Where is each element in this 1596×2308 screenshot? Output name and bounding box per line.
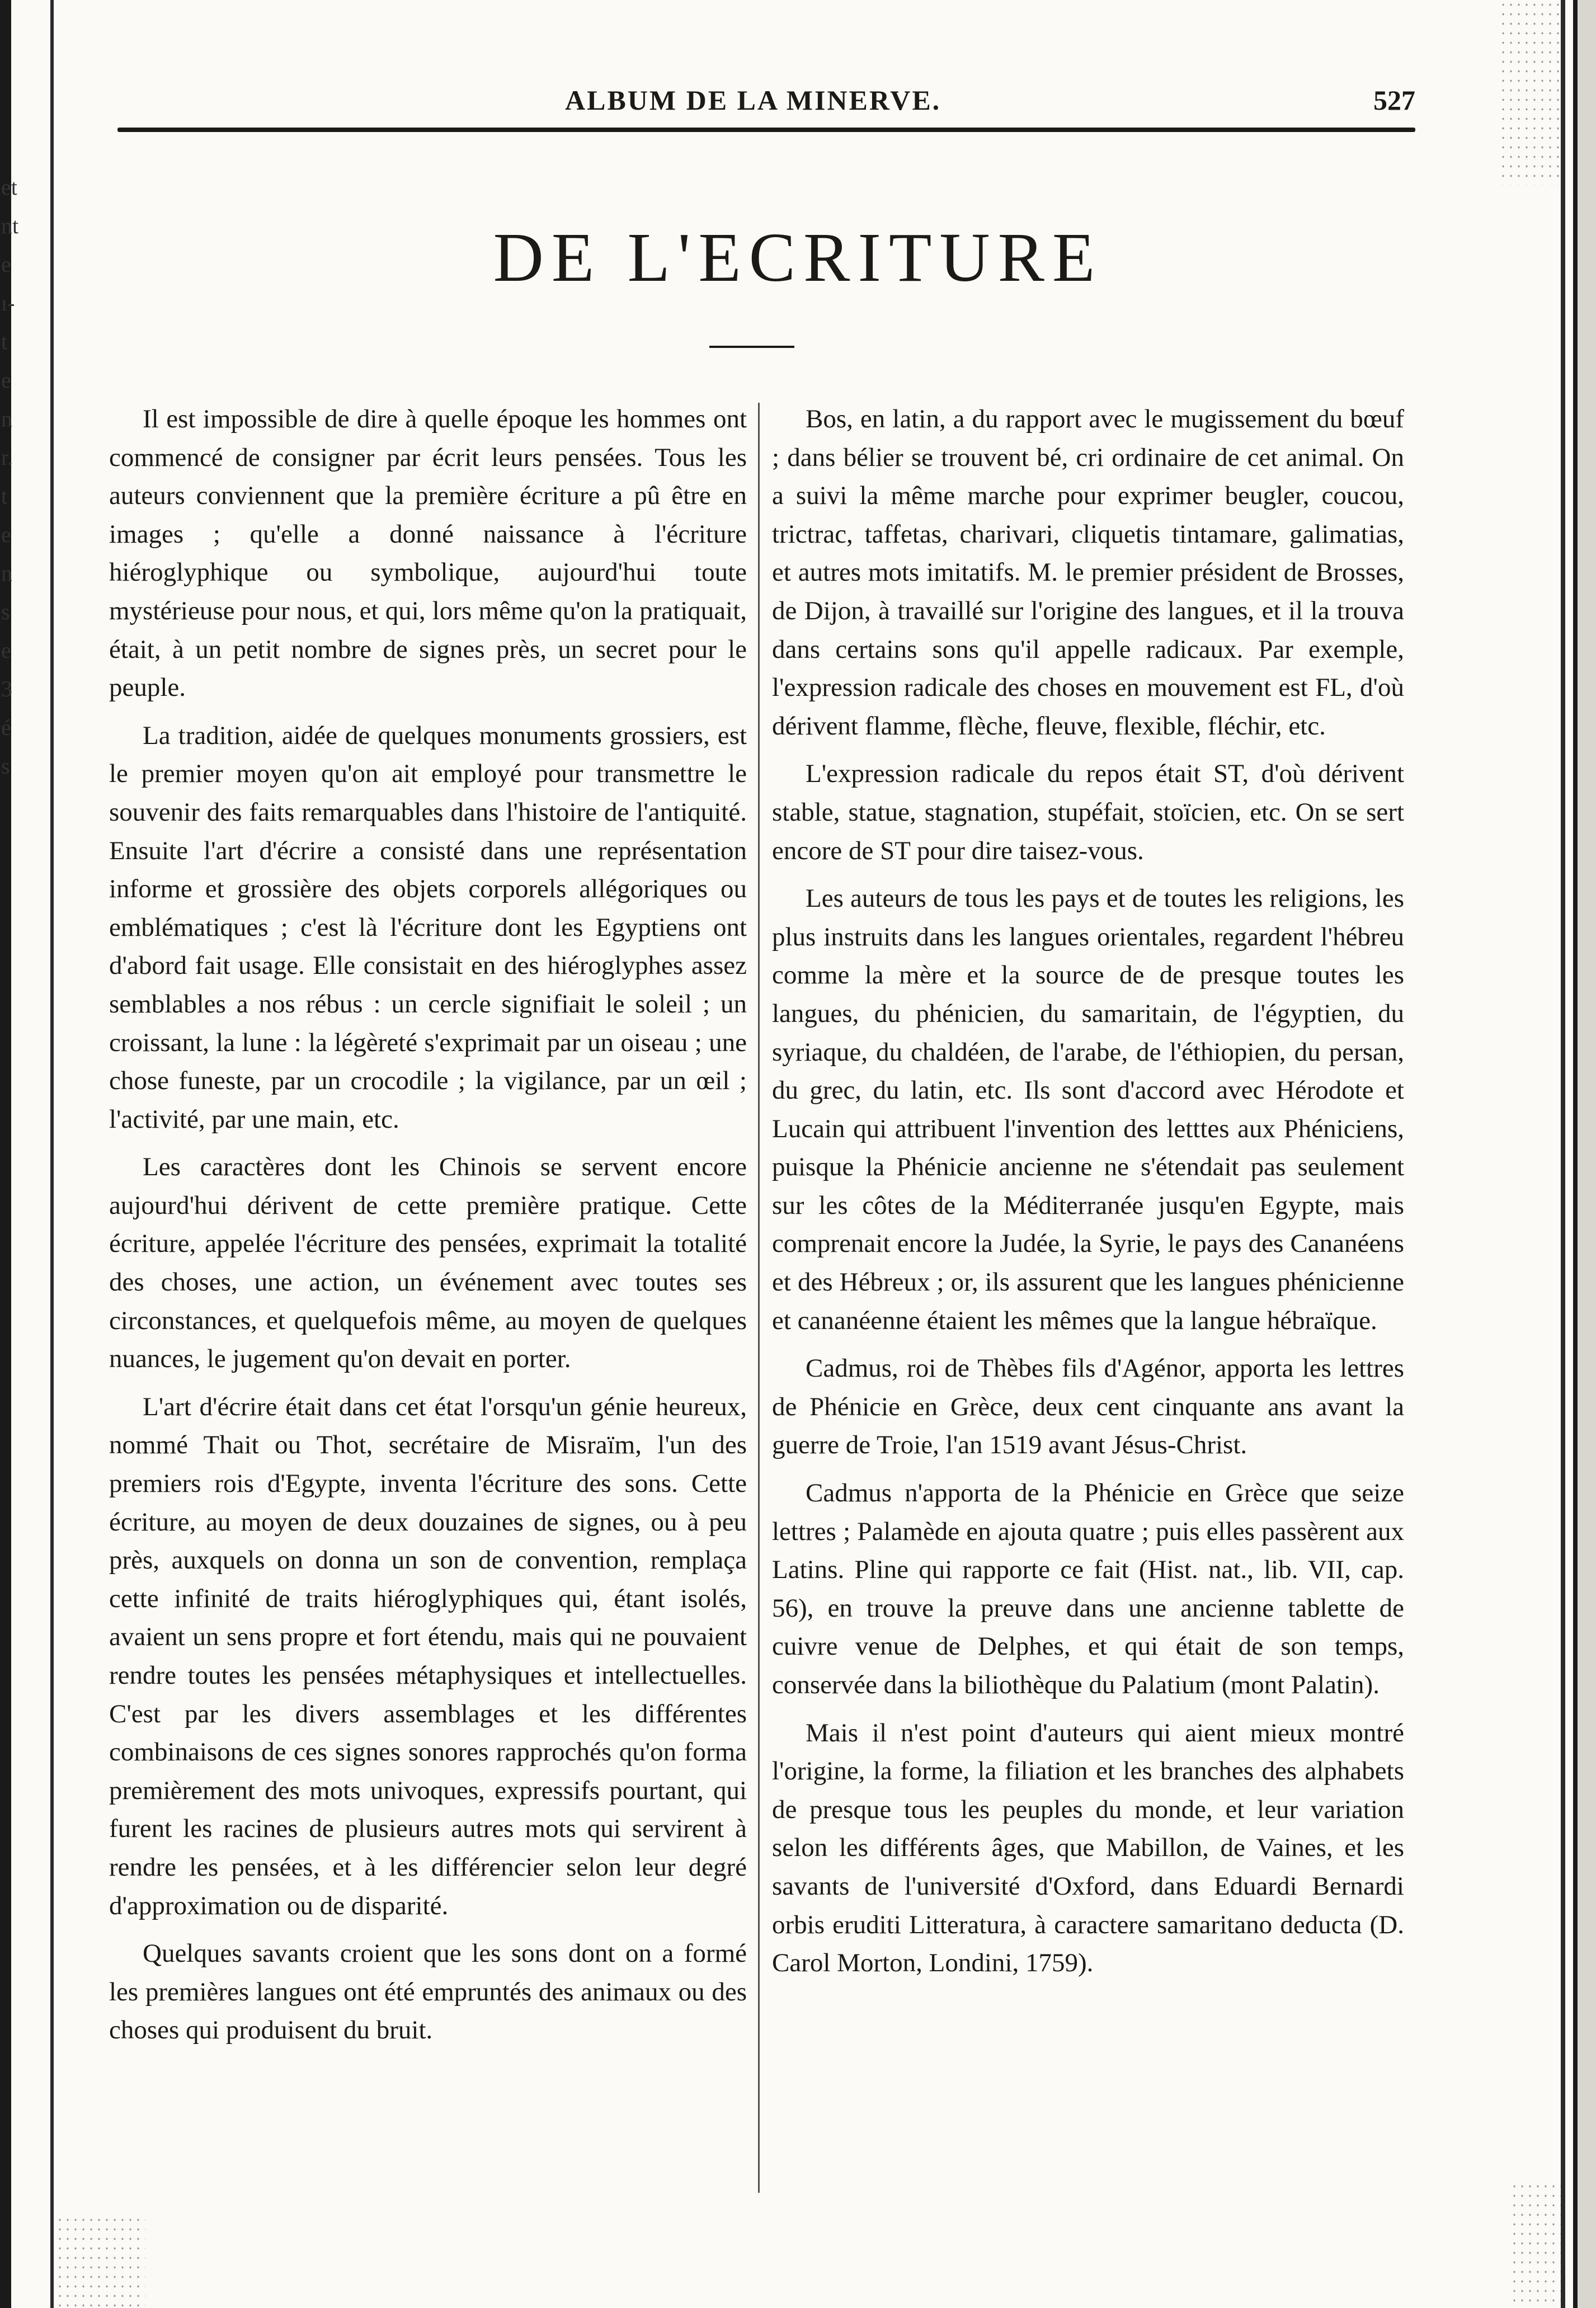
margin-fragment: n xyxy=(1,406,12,431)
margin-fragment: e xyxy=(1,638,11,663)
paragraph: L'expression radicale du repos était ST, d'où dérivent stable, statue, stagnation, stupéfait, stoïcien, etc. On se sert encore de ST pour dire taisez-vous. xyxy=(772,759,1404,865)
margin-fragment: t xyxy=(1,329,8,354)
margin-fragment: nt xyxy=(1,213,19,238)
speckle-noise-bottom-left xyxy=(56,2215,145,2308)
paragraph: La tradition, aidée de quelques monuments grossiers, est le premier moyen qu'on ait employé pour transmettre le souvenir des faits remarquables dans l'histoire de l'antiquité. Ensuite l'art d'écrire a consisté dans une représentation informe et grossière des objets corporels allégoriques ou emblématiques ; c'est là l'écriture dont les Egyptiens ont d'abord fait usage. Elle consistait en des hiéroglyphes assez semblables a nos rébus : un cercle signifiait le soleil ; un croissant, la lune : la légèreté s'exprimait par un oiseau ; une chose funeste, par un crocodile ; la vigilance, par un œil ; l'activité, par une main, etc. xyxy=(109,720,747,1134)
header-rule xyxy=(117,128,1415,132)
column-rule xyxy=(758,403,760,2193)
margin-fragment: 3 xyxy=(1,676,12,701)
paragraph: Les auteurs de tous les pays et de toutes les religions, les plus instruits dans les langues orientales, regardent l'hébreu comme la mère et la source de de presque toutes les langues, du phénicien, du samaritain, de l'égyptien, du syriaque, du chaldéen, de l'arabe, de l'éthiopien, du persan, du grec, du latin, etc. Ils sont d'accord avec Hérodote et Lucain qui attribuent l'invention des letttes aux Phéniciens, puisque la Phénicie ancienne ne s'étendait pas seulement sur les côtes de la Méditerranée jusqu'en Egypte, mais comprenait encore la Judée, la Syrie, le pays des Cananéens et des Hébreux ; or, ils assurent que les langues phénicienne et cananéenne étaient les mêmes que la langue hébraïque. xyxy=(772,884,1404,1335)
paragraph: Mais il n'est point d'auteurs qui aient mieux montré l'origine, la forme, la filiation et les branches des alphabets de presque tous les peuples du monde, et leur variation selon les différents âges, que Mabillon, de Vaines, et les savants de l'université d'Oxford, dans Eduardi Bernardi orbis eruditi Litteratura, à caractere samaritano deducta (D. Carol Morton, Londini, 1759). xyxy=(772,1718,1404,1978)
right-page-edge xyxy=(1561,0,1596,2308)
paragraph: L'art d'écrire était dans cet état l'orsqu'un génie heureux, nommé Thait ou Thot, secrétaire de Misraïm, l'un des premiers rois d'Egypte, inventa l'écriture des sons. Cette écriture, au moyen de deux douzaines de signes, ou à peu près, auxquels on donna un son de convention, remplaça cette infinité de traits hiéroglyphiques qui, étant isolés, avaient un sens propre et fort étendu, mais qui ne pouvaient rendre toutes les pensées métaphysiques et intellectuelles. C'est par les divers assemblages et les différentes combinaisons de ces signes sonores rapprochés qu'on forma premièrement des mots univoques, expressifs pourtant, qui furent les racines de plusieurs autres mots qui servirent à rendre les pensées, et à les différencier selon leur degré d'approximation ou de disparité. xyxy=(109,1392,747,1920)
speckle-noise-bottom-right xyxy=(1510,2182,1561,2308)
paragraph: Cadmus, roi de Thèbes fils d'Agénor, apporta les lettres de Phénicie en Grèce, deux cent cinquante ans avant la guerre de Troie, l'an 1519 avant Jésus-Christ. xyxy=(772,1354,1404,1460)
article-title: DE L'ECRITURE xyxy=(493,219,1103,296)
margin-fragment: r. xyxy=(1,445,13,470)
speckle-noise-top-right xyxy=(1499,0,1561,185)
left-column xyxy=(109,400,747,2059)
running-head xyxy=(117,84,1415,123)
margin-fragment: é xyxy=(1,715,11,740)
page-number: 527 xyxy=(1373,84,1415,116)
left-binding-line xyxy=(50,0,54,2308)
margin-fragment: e xyxy=(1,522,11,547)
paragraph: Les caractères dont les Chinois se servent encore aujourd'hui dérivent de cette première pratique. Cette écriture, appelée l'écriture des pensées, exprimait la totalité des choses, une action, un événement avec toutes ses circonstances, et quelquefois même, au moyen de quelques nuances, le jugement qu'on devait en porter. xyxy=(109,1152,747,1374)
margin-fragment: t xyxy=(1,483,8,508)
margin-fragment: n xyxy=(1,560,12,586)
running-title: ALBUM DE LA MINERVE. xyxy=(565,84,941,116)
margin-fragment: ı- xyxy=(1,290,15,315)
title-rule xyxy=(709,346,794,348)
paragraph: Bos, en latin, a du rapport avec le mugissement du bœuf ; dans bélier se trouvent bé, cri ordinaire de cet animal. On a suivi la même marche pour exprimer beugler, coucou, trictrac, taffetas, charivari, cliquetis tintamare, galimatias, et autres mots imitatifs. M. le premier président de Brosses, de Dijon, à travaillé sur l'origine des langues, et il la trouva dans certains sons qu'il appelle radicaux. Par exemple, l'expression radicale des choses en mouvement est FL, d'où dérivent flamme, flèche, fleuve, flexible, fléchir, etc. xyxy=(772,404,1404,741)
paragraph: Il est impossible de dire à quelle époque les hommes ont commencé de consigner par écrit leurs pensées. Tous les auteurs conviennent que la première écriture a pû être en images ; qu'elle a donné naissance à l'écriture hiéroglyphique ou symbolique, aujourd'hui toute mystérieuse pour nous, et qui, lors même qu'on la pratiquait, était, à un petit nombre de signes près, un secret pour le peuple. xyxy=(109,404,747,703)
paragraph: Cadmus n'apporta de la Phénicie en Grèce que seize lettres ; Palamède en ajouta quatre ; puis elles passèrent aux Latins. Pline qui rapporte ce fait (Hist. nat., lib. VII, cap. 56), en trouve la preuve dans une ancienne tablette de cuivre venue de Delphes, et qui était de son temps, conservée dans la biliothèque du Palatium (mont Palatin). xyxy=(772,1478,1404,1699)
margin-fragment: s xyxy=(1,753,10,779)
margin-fragment: e xyxy=(1,252,11,277)
right-column xyxy=(772,400,1404,1992)
margin-fragment: s xyxy=(1,599,10,624)
margin-fragment: e xyxy=(1,368,11,393)
margin-fragment: et xyxy=(1,175,17,200)
paragraph: Quelques savants croient que les sons dont on a formé les premières langues ont été empruntés des animaux ou des choses qui produisent du bruit. xyxy=(109,1939,747,2045)
